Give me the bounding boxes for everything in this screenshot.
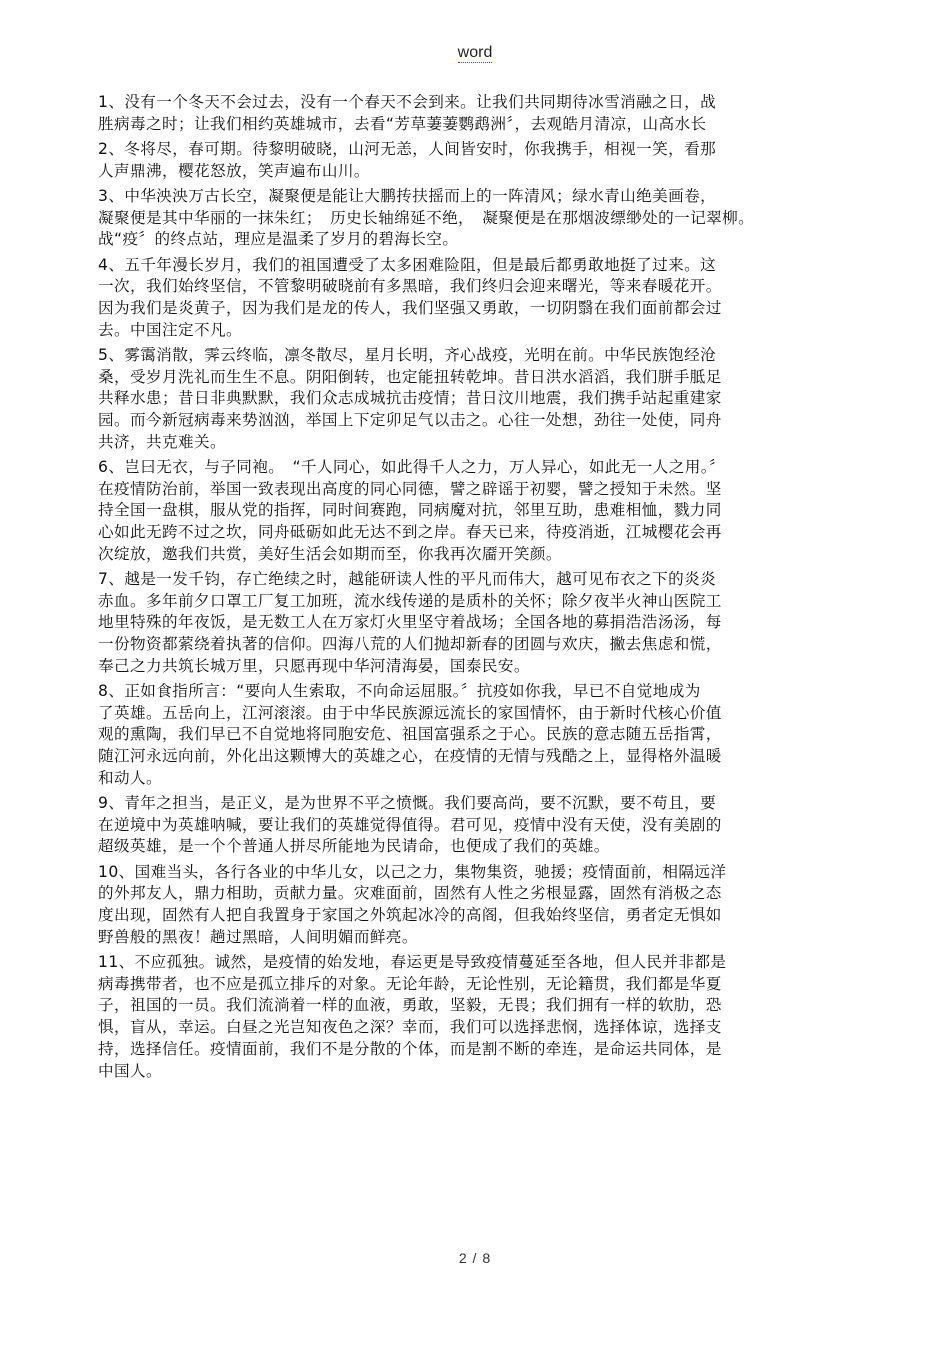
text-line: 了英雄。五岳向上，江河滚滚。由于中华民族源远流长的家国情怀，由于新时代核心价值 xyxy=(98,703,722,722)
text-line: 3、中华泱泱万古长空，凝聚便是能让大鹏抟扶摇而上的一阵清风；绿水青山绝美画卷， xyxy=(98,186,717,205)
text-line: 7、越是一发千钧，存亡绝续之时，越能研读人性的平凡而伟大，越可见布衣之下的炎炎 xyxy=(98,570,717,588)
text-line: 子，祖国的一员。我们流淌着一样的血液，勇敢，坚毅，无畏；我们拥有一样的软肋，恐 xyxy=(98,996,722,1015)
paragraph xyxy=(98,952,833,1082)
text-line: 共释水患；昔日非典默默，我们众志成城抗击疫情；昔日汶川地震，我们携手站起重建家 xyxy=(98,389,722,408)
paragraph xyxy=(98,92,833,135)
paragraph xyxy=(98,862,833,949)
header-title: word xyxy=(457,44,493,61)
text-line: 共济，共克难关。 xyxy=(98,432,226,451)
text-line: 随江河永远向前，外化出这颗博大的英雄之心，在疫情的无情与残酷之上，显得格外温暖 xyxy=(98,747,722,766)
text-line: 凝聚便是其中华丽的一抹朱红； 历史长轴绵延不绝， 凝聚便是在那烟波缥缈处的一记翠柳。 xyxy=(98,208,755,227)
paragraph xyxy=(98,255,833,342)
paragraph xyxy=(98,569,833,677)
text-line: 4、五千年漫长岁月，我们的祖国遭受了太多困难险阻，但是最后都勇敢地挺了过来。这 xyxy=(98,255,717,274)
text-line: 10、国难当头，各行各业的中华儿女，以己之力，集物集资，驰援；疫情面前，相隔远洋 xyxy=(98,862,727,881)
text-line: 人声鼎沸，樱花怒放，笑声遍布山川。 xyxy=(98,161,370,180)
text-line: 的外邦友人，鼎力相助，贡献力量。灾难面前，固然有人性之劣根显露，固然有消极之态 xyxy=(98,884,722,903)
document-body xyxy=(98,92,833,1086)
text-line: 9、青年之担当，是正义，是为世界不平之愤慨。我们要高尚，要不沉默，要不苟且，要 xyxy=(98,794,717,813)
text-line: 桑，受岁月洗礼而生生不息。阴阳倒转，也定能扭转乾坤。昔日洪水滔滔，我们胼手胝足 xyxy=(98,367,722,386)
text-line: 和动人。 xyxy=(98,768,162,787)
text-line: 6、岂曰无衣，与子同袍。 “千人同心，如此得千人之力，万人异心，如此无一人之用。〞 xyxy=(98,457,725,476)
text-line: 在逆境中为英雄呐喊，要让我们的英雄觉得值得。君可见，疫情中没有天使，没有美剧的 xyxy=(98,815,722,834)
text-line: 度出现，固然有人把自我置身于家国之外筑起冰冷的高阁，但我始终坚信，勇者定无惧如 xyxy=(98,906,722,925)
paragraph xyxy=(98,186,833,251)
text-line: 持，选择信任。疫情面前，我们不是分散的个体，而是割不断的牵连，是命运共同体，是 xyxy=(98,1039,722,1058)
paragraph xyxy=(98,139,833,182)
text-line: 持全国一盘棋，服从党的指挥，同时间赛跑，同病魔对抗，邻里互助，患难相恤，戮力同 xyxy=(98,501,722,520)
text-line: 1、没有一个冬天不会过去，没有一个春天不会到来。让我们共同期待冰雪消融之日，战 xyxy=(98,93,717,111)
text-line: 在疫情防治前，举国一致表现出高度的同心同德，譬之辟谣于初婴，譬之授知于未然。坚 xyxy=(98,479,722,498)
text-line: 园。而今新冠病毒来势汹汹，举国上下定卯足气以击之。心往一处想，劲往一处使，同舟 xyxy=(98,411,722,429)
paragraph xyxy=(98,793,833,858)
text-line: 战“疫〞的终点站，理应是温柔了岁月的碧海长空。 xyxy=(98,230,459,249)
text-line: 赤血。多年前夕口罩工厂复工加班，流水线传递的是质朴的关怀；除夕夜半火神山医院工 xyxy=(98,591,722,610)
text-line: 观的熏陶，我们早已不自觉地将同胞安危、祖国富强系之于心。民族的意志随五岳指霄， xyxy=(98,725,722,744)
paragraph xyxy=(98,345,833,453)
text-line: 超级英雄，是一个个普通人拼尽所能地为民请命，也便成了我们的英雄。 xyxy=(98,837,610,856)
text-line: 野兽般的黑夜！趟过黑暗，人间明媚而鲜亮。 xyxy=(98,927,418,946)
text-line: 心如此无跨不过之坎，同舟砥砺如此无达不到之岸。春天已来，待疫消逝，江城樱花会再 xyxy=(98,523,722,542)
paragraph xyxy=(98,457,833,565)
text-line: 次绽放，邀我们共赏，美好生活会如期而至，你我再次靥开笑颜。 xyxy=(98,544,562,563)
text-line: 5、雾霭消散，霁云终临，凛冬散尽，星月长明，齐心战疫，光明在前。中华民族饱经沧 xyxy=(98,345,717,364)
text-line: 因为我们是炎黄子，因为我们是龙的传人，我们坚强又勇敢，一切阴翳在我们面前都会过 xyxy=(98,298,722,317)
text-line: 一份物资都萦绕着执著的信仰。四海八荒的人们抛却新春的团圆与欢庆，撇去焦虑和慌， xyxy=(98,635,722,654)
text-line: 中国人。 xyxy=(98,1061,162,1080)
page-header xyxy=(0,44,950,62)
text-line: 8、正如食指所言：“要向人生索取，不向命运屈服。〞抗疫如你我，早已不自觉地成为 xyxy=(98,682,701,701)
text-line: 胜病毒之时；让我们相约英雄城市，去看“芳草萋萋鹦鹉洲〞，去观皓月清凉，山高水长 xyxy=(98,114,707,133)
page-number: 2 / 8 xyxy=(458,1250,492,1266)
paragraph xyxy=(98,681,833,789)
text-line: 惧，盲从，幸运。白昼之光岂知夜色之深？幸而，我们可以选择悲悯，选择体谅，选择支 xyxy=(98,1018,722,1037)
text-line: 地里特殊的年夜饭，是无数工人在万家灯火里坚守着战场；全国各地的募捐浩浩汤汤，每 xyxy=(98,613,722,632)
text-line: 2、冬将尽，春可期。待黎明破晓，山河无恙，人间皆安时，你我携手，相视一笑，看那 xyxy=(98,139,717,158)
text-line: 11、不应孤独。诚然，是疫情的始发地，春运更是导致疫情蔓延至各地，但人民并非都是 xyxy=(98,953,727,972)
text-line: 奉己之力共筑长城万里，只愿再现中华河清海晏，国泰民安。 xyxy=(98,656,530,675)
text-line: 病毒携带者，也不应是孤立排斥的对象。无论年龄，无论性别，无论籍贯，我们都是华夏 xyxy=(98,974,722,993)
text-line: 去。中国注定不凡。 xyxy=(98,320,242,339)
text-line: 一次，我们始终坚信，不管黎明破晓前有多黑暗，我们终归会迎来曙光，等来春暖花开。 xyxy=(98,277,722,296)
